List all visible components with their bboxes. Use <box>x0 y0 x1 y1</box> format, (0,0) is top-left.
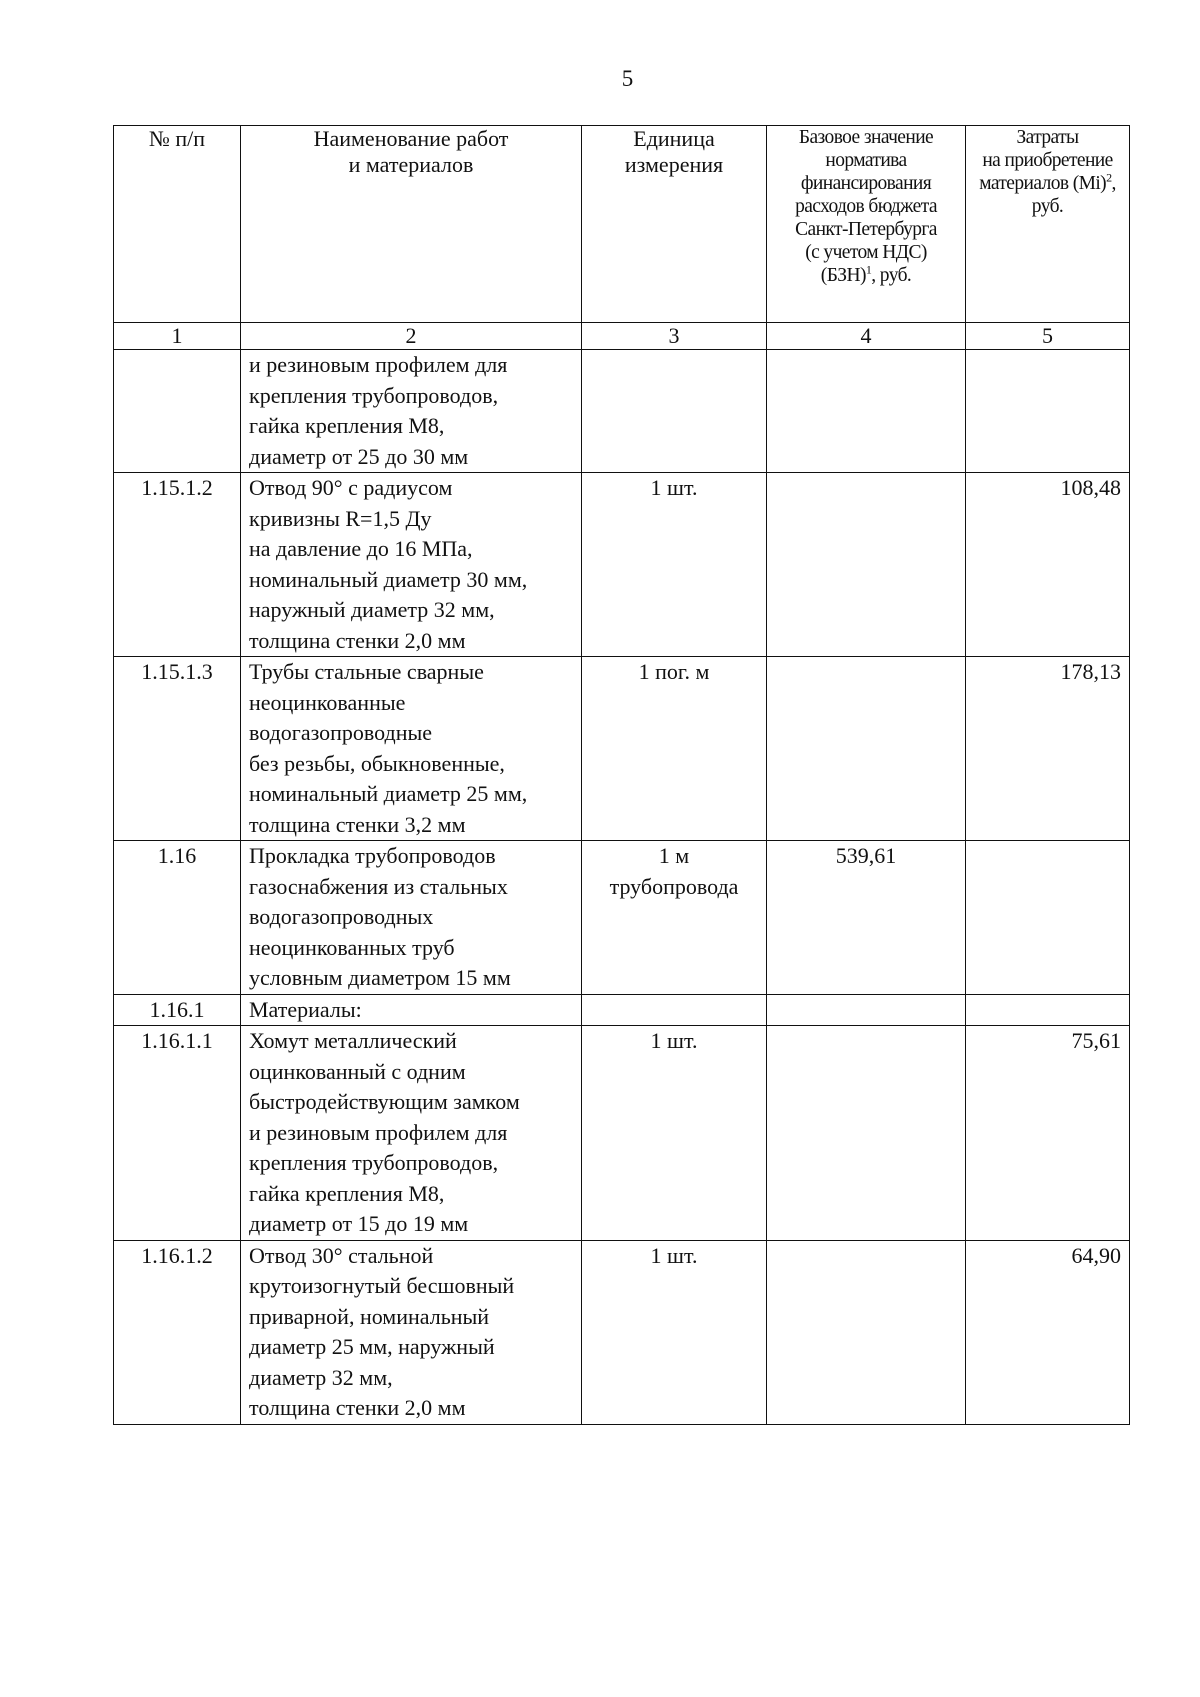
row-material-cost: 108,48 <box>966 473 1130 657</box>
row-base-value: 539,61 <box>767 841 966 995</box>
name-line: водогазопроводных <box>249 904 434 929</box>
row-unit <box>582 473 767 657</box>
table-row <box>114 473 1130 657</box>
header-number: № п/п <box>114 126 241 323</box>
row-name <box>241 841 582 995</box>
row-unit <box>582 1026 767 1241</box>
header-base-value: Базовое значение норматива финансирования расходов бюджета Санкт-Петербурга (с учетом НДС) (БЗН)$^1$, руб. <box>767 126 966 323</box>
name-line: водогазопроводные <box>249 720 433 745</box>
norms-table <box>113 125 1130 1425</box>
row-number: 1.15.1.3 <box>114 657 241 841</box>
page-number: 5 <box>621 66 634 91</box>
name-line: и резиновым профилем для <box>249 1119 508 1145</box>
table-row <box>114 841 1130 995</box>
row-unit <box>582 841 767 995</box>
name-line: толщина стенки 2,0 мм <box>249 1395 466 1420</box>
row-number: 1.16.1.1 <box>114 1026 241 1241</box>
name-line: диаметр от 15 до 19 мм <box>249 1211 469 1236</box>
header-name: Наименование работ и материалов <box>241 126 582 323</box>
column-number: 4 <box>767 323 966 350</box>
name-line: газоснабжения из стальных <box>249 873 508 899</box>
row-name <box>241 350 582 473</box>
column-number: 3 <box>582 323 767 350</box>
unit-line: 1 шт. <box>650 1242 698 1268</box>
name-line: диаметр 32 мм, <box>249 1364 393 1390</box>
name-line: быстродействующим замком <box>249 1089 520 1114</box>
row-base-value <box>767 473 966 657</box>
table-row <box>114 657 1130 841</box>
row-name <box>241 657 582 841</box>
row-base-value <box>767 657 966 841</box>
row-base-value <box>767 994 966 1026</box>
row-name <box>241 1026 582 1241</box>
name-line: толщина стенки 2,0 мм <box>249 627 466 653</box>
row-material-cost: 75,61 <box>966 1026 1130 1241</box>
name-line: толщина стенки 3,2 мм <box>249 811 466 837</box>
name-line: оцинкованный с одним <box>249 1058 466 1084</box>
name-line: Отвод 90° с радиусом <box>249 475 453 500</box>
row-number: 1.16 <box>114 841 241 995</box>
name-line: и резиновым профилем для <box>249 352 508 377</box>
name-line: приварной, номинальный <box>249 1303 490 1329</box>
name-line: крепления трубопроводов, <box>249 1150 499 1175</box>
table-row <box>114 994 1130 1026</box>
row-name <box>241 473 582 657</box>
name-line: диаметр 25 мм, наружный <box>249 1334 495 1359</box>
column-number: 1 <box>114 323 241 350</box>
name-line: наружный диаметр 32 мм, <box>249 597 495 622</box>
row-unit <box>582 657 767 841</box>
table-row <box>114 1026 1130 1241</box>
unit-line: 1 м <box>658 843 690 868</box>
row-material-cost: 178,13 <box>966 657 1130 841</box>
unit-line: 1 шт. <box>650 475 698 500</box>
row-material-cost: 64,90 <box>966 1240 1130 1424</box>
name-line: Материалы: <box>249 996 362 1022</box>
unit-line: 1 шт. <box>650 1028 698 1053</box>
unit-line: трубопровода <box>609 873 739 899</box>
name-line: Прокладка трубопроводов <box>249 843 496 868</box>
name-line: крепления трубопроводов, <box>249 382 499 408</box>
header-material-cost: Затраты на приобретение материалов $(Mi)^2$, руб. <box>966 126 1130 323</box>
name-line: крутоизогнутый бесшовный <box>249 1273 515 1298</box>
table-header-row <box>114 126 1130 323</box>
row-unit <box>582 1240 767 1424</box>
name-line: гайка крепления М8, <box>249 1180 445 1206</box>
row-base-value <box>767 350 966 473</box>
name-line: диаметр от 25 до 30 мм <box>249 443 469 469</box>
table-row <box>114 1240 1130 1424</box>
row-material-cost <box>966 841 1130 995</box>
row-number: 1.16.1.2 <box>114 1240 241 1424</box>
row-material-cost <box>966 994 1130 1026</box>
row-base-value <box>767 1240 966 1424</box>
name-line: Отвод 30° стальной <box>249 1242 434 1268</box>
column-number: 5 <box>966 323 1130 350</box>
column-number-row <box>114 323 1130 350</box>
name-line: неоцинкованные <box>249 689 406 715</box>
row-number <box>114 350 241 473</box>
name-line: без резьбы, обыкновенные, <box>249 750 505 776</box>
name-line: кривизны R=1,5 Ду <box>249 505 432 531</box>
unit-line: 1 пог. м <box>638 659 710 684</box>
name-line: гайка крепления М8, <box>249 413 445 438</box>
header-unit: Единица измерения <box>582 126 767 323</box>
name-line: неоцинкованных труб <box>249 934 455 960</box>
row-name <box>241 1240 582 1424</box>
name-line: номинальный диаметр 30 мм, <box>249 566 528 592</box>
name-line: условным диаметром 15 мм <box>249 965 511 990</box>
row-base-value <box>767 1026 966 1241</box>
row-unit <box>582 994 767 1026</box>
row-material-cost <box>966 350 1130 473</box>
row-unit <box>582 350 767 473</box>
table-row <box>114 350 1130 473</box>
name-line: на давление до 16 МПа, <box>249 536 473 561</box>
row-number: 1.15.1.2 <box>114 473 241 657</box>
name-line: Хомут металлический <box>249 1028 457 1053</box>
column-number: 2 <box>241 323 582 350</box>
row-number: 1.16.1 <box>114 994 241 1026</box>
name-line: номинальный диаметр 25 мм, <box>249 781 528 806</box>
row-name <box>241 994 582 1026</box>
name-line: Трубы стальные сварные <box>249 659 484 684</box>
